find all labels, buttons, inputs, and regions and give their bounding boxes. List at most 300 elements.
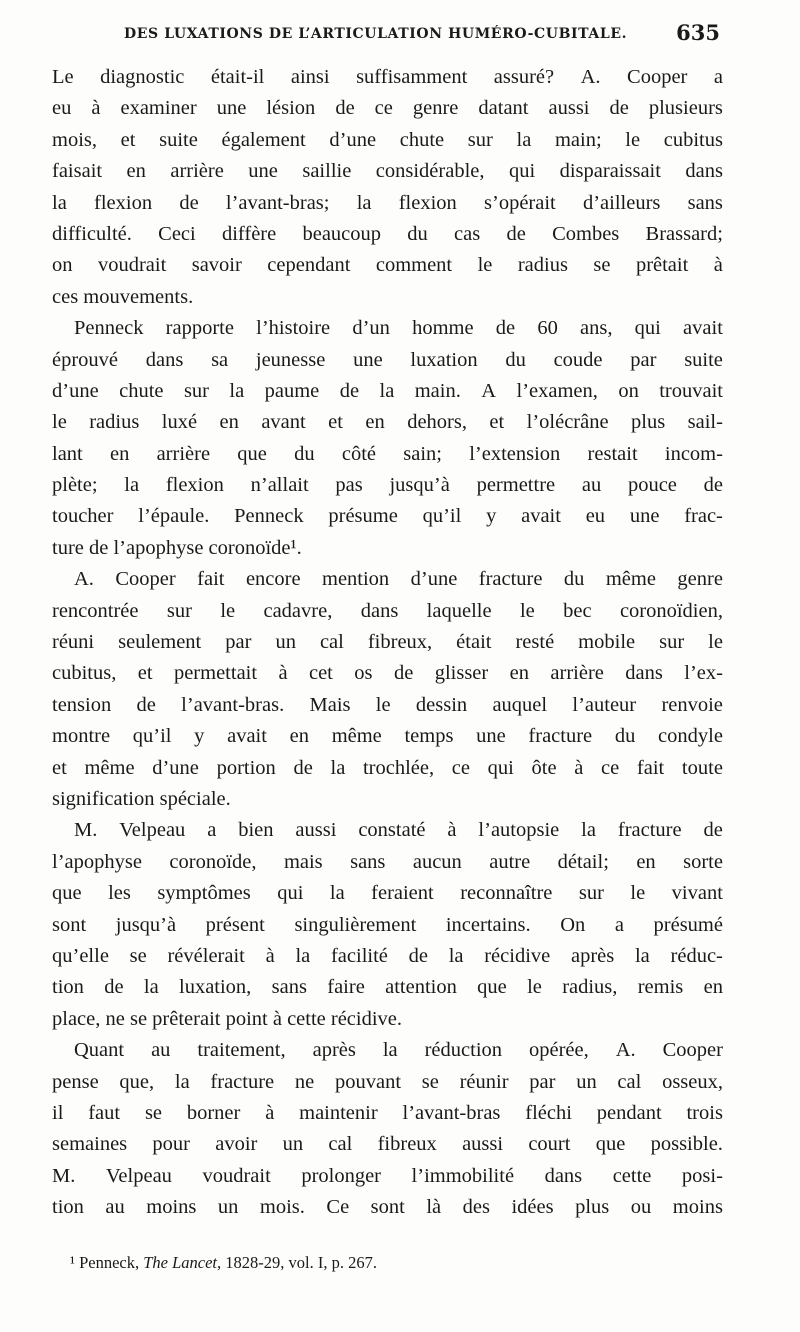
word: voudrait	[202, 1164, 271, 1187]
word: toucher	[52, 505, 114, 528]
word: présume	[328, 505, 398, 528]
text-line	[52, 847, 723, 878]
word: présent	[205, 913, 265, 936]
word: rencontrée	[52, 599, 139, 622]
word: Cooper	[627, 66, 688, 88]
word: de	[393, 662, 414, 685]
word: remis	[637, 976, 684, 999]
word: Penneck	[234, 505, 304, 528]
word: trois	[686, 1101, 723, 1124]
word: fracture	[210, 1070, 275, 1093]
word: sur	[578, 882, 604, 905]
running-head	[124, 18, 720, 50]
word: dans	[625, 662, 663, 685]
word: fibreux	[377, 1133, 437, 1156]
word: sans	[350, 850, 386, 873]
word: présumé	[653, 913, 723, 936]
word: que	[52, 882, 82, 905]
word: luxation,	[179, 976, 252, 999]
word: par	[225, 631, 252, 654]
text-line	[52, 345, 723, 376]
word: prêtait	[635, 254, 689, 277]
text-line	[52, 753, 723, 784]
word: a	[207, 819, 217, 842]
word: du	[294, 442, 315, 465]
word: semaines	[52, 1133, 128, 1156]
word: flexion	[165, 474, 224, 497]
word: Mais	[309, 693, 351, 716]
word: cette	[612, 1164, 652, 1187]
footnote-author: Penneck,	[79, 1253, 140, 1272]
word: a	[713, 66, 723, 88]
word: chute	[399, 128, 445, 151]
word: main;	[554, 128, 602, 151]
word: 60	[537, 317, 558, 340]
word: sail-	[687, 411, 723, 434]
text-line	[52, 972, 723, 1003]
word: aussi	[295, 819, 337, 842]
text-line	[52, 1161, 723, 1192]
word: une	[216, 97, 247, 120]
body-text	[52, 62, 723, 1223]
word: singulièrement	[294, 913, 417, 936]
word: coronoïdien,	[619, 599, 723, 622]
word: cet	[308, 662, 333, 685]
word: la	[329, 882, 345, 905]
word: Ce	[326, 1196, 350, 1219]
word: luxé	[161, 411, 198, 434]
text-line	[52, 439, 723, 470]
word: difficulté.	[52, 222, 132, 245]
word: reconnaître	[460, 882, 553, 905]
word: chute	[119, 379, 164, 402]
word: sur	[166, 599, 192, 622]
text-line	[52, 470, 723, 501]
word: avoir	[215, 1133, 258, 1156]
word: jusqu’à	[389, 474, 450, 497]
word: au	[151, 1039, 171, 1062]
word: que	[477, 976, 507, 999]
word: sont	[370, 1196, 405, 1219]
word: qu’elle	[52, 944, 109, 967]
word: M.	[52, 1164, 76, 1187]
word: de	[609, 97, 629, 120]
word: ainsi	[290, 66, 330, 88]
word: cal	[617, 1070, 642, 1093]
word: M.	[74, 819, 98, 842]
word: il	[52, 1101, 64, 1124]
text-line: ture de l’apophyse coronoïde¹.	[52, 536, 302, 559]
word: fait	[636, 756, 665, 779]
word: du	[407, 222, 428, 245]
word: bec	[563, 599, 592, 622]
word: coude	[553, 348, 603, 371]
word: sur	[467, 128, 493, 151]
word: dehors,	[407, 411, 467, 434]
text-line	[52, 1067, 723, 1098]
word: sont	[52, 913, 87, 936]
word: sans	[271, 976, 307, 999]
text-line	[52, 1035, 723, 1066]
word: en	[636, 850, 656, 873]
word: après	[312, 1039, 356, 1062]
word: frac-	[684, 505, 723, 528]
word: eu	[585, 505, 606, 528]
text-line	[52, 878, 723, 909]
word: ans,	[580, 317, 613, 340]
word: se	[421, 1070, 439, 1093]
word: dans	[544, 1164, 583, 1187]
word: incertains.	[445, 913, 531, 936]
word: fléchi	[525, 1101, 572, 1124]
word: la	[295, 944, 311, 967]
word: le	[375, 693, 391, 716]
word: qu’il	[132, 725, 172, 748]
word: genre	[412, 97, 459, 120]
word: radius	[517, 254, 568, 277]
word: seulement	[118, 631, 202, 654]
word: homme	[412, 317, 474, 340]
word: suite	[684, 348, 723, 371]
word: et	[328, 411, 343, 434]
word: que	[237, 442, 267, 465]
word: à	[278, 662, 288, 685]
word: cependant	[267, 254, 351, 277]
word: d’ailleurs	[582, 191, 661, 214]
word: moins	[146, 1196, 197, 1219]
word: là	[426, 1196, 442, 1219]
word: de	[179, 191, 199, 214]
word: la	[124, 474, 140, 497]
word: de	[136, 693, 156, 716]
word: cas	[454, 222, 481, 245]
word: ce	[374, 97, 393, 120]
text-line	[52, 1192, 723, 1223]
word: Penneck	[74, 317, 144, 340]
word: l’ex-	[684, 662, 723, 685]
word: ou	[630, 1196, 652, 1219]
word: pouvant	[334, 1070, 402, 1093]
word: qui	[634, 317, 661, 340]
text-line	[52, 658, 723, 689]
text-line	[52, 910, 723, 941]
word: incom-	[664, 442, 723, 465]
word: mois,	[52, 128, 97, 151]
word: comment	[375, 254, 453, 277]
word: paume	[264, 379, 320, 402]
word: cadavre,	[263, 599, 333, 622]
word: faire	[327, 976, 365, 999]
word: au	[581, 474, 602, 497]
text-line	[52, 125, 723, 156]
word: réunir	[459, 1070, 509, 1093]
word: le	[630, 882, 646, 905]
word: l’histoire	[256, 317, 331, 340]
word: suffisamment	[356, 66, 468, 88]
word: l’extension	[469, 442, 561, 465]
word: montre	[52, 725, 111, 748]
word: à	[447, 819, 457, 842]
word: diagnostic	[100, 66, 185, 88]
word: constaté	[358, 819, 426, 842]
word: en	[219, 411, 239, 434]
word: le	[477, 254, 493, 277]
word: le	[52, 411, 67, 434]
word: autre	[489, 850, 531, 873]
text-line: place, ne se prêterait point à cette récidive.	[52, 1007, 403, 1030]
word: considérable,	[375, 160, 485, 183]
footnote-details: 1828-29, vol. I, p. 267.	[225, 1253, 377, 1272]
word: idées	[511, 1196, 554, 1219]
word: le	[625, 128, 641, 151]
word: à	[574, 756, 584, 779]
word: Combes	[552, 222, 620, 245]
text-line	[52, 627, 723, 658]
word: réduc-	[670, 944, 723, 967]
text-line	[52, 250, 723, 281]
word: à	[91, 97, 101, 120]
word: ce	[451, 756, 470, 779]
footnote-title: The Lancet,	[143, 1253, 222, 1272]
word: la	[382, 1039, 398, 1062]
word: disparaissait	[559, 160, 661, 183]
word: d’une	[410, 568, 458, 591]
word: attention	[385, 976, 457, 999]
word: tion	[52, 1196, 84, 1219]
word: que	[595, 1133, 626, 1156]
word: se	[129, 944, 147, 967]
word: l’apophyse	[52, 850, 142, 873]
word: à	[713, 254, 723, 277]
word: à	[265, 944, 275, 967]
word: l’immobilité	[411, 1164, 515, 1187]
word: osseux,	[662, 1070, 723, 1093]
text-line	[52, 596, 723, 627]
word: après	[570, 944, 615, 967]
text-line	[52, 564, 723, 595]
word: dans	[360, 599, 399, 622]
word: la	[52, 191, 67, 214]
word: bien	[238, 819, 274, 842]
word: d’une	[329, 128, 377, 151]
word: tion	[52, 976, 84, 999]
word: avait	[521, 505, 561, 528]
word: révélerait	[167, 944, 245, 967]
word: de	[495, 317, 516, 340]
word: sa	[211, 348, 229, 371]
word: A.	[580, 66, 601, 88]
word: fait	[197, 568, 225, 591]
word: posi-	[681, 1164, 723, 1187]
word: même	[84, 756, 135, 779]
text-line	[52, 93, 723, 124]
word: luxation	[410, 348, 478, 371]
word: eu	[52, 97, 72, 120]
text-line	[52, 815, 723, 846]
word: le	[708, 631, 723, 654]
word: également	[221, 128, 306, 151]
word: borner	[186, 1101, 241, 1124]
word: condyle	[658, 725, 723, 748]
word: un	[217, 1196, 239, 1219]
word: os	[354, 662, 373, 685]
word: dans	[145, 348, 184, 371]
word: sur	[183, 379, 209, 402]
word: la	[174, 1070, 190, 1093]
word: n’allait	[250, 474, 309, 497]
word: traitement,	[197, 1039, 286, 1062]
word: en	[126, 160, 146, 183]
word: permettre	[476, 474, 556, 497]
word: rapporte	[165, 317, 234, 340]
word: en	[289, 725, 309, 748]
word: la	[229, 379, 245, 402]
word: restait	[587, 442, 638, 465]
word: Cooper	[662, 1039, 723, 1062]
word: du	[614, 725, 636, 748]
word: pas	[335, 474, 363, 497]
word: en	[109, 442, 130, 465]
word: fibreux,	[367, 631, 433, 654]
word: fracture	[478, 568, 543, 591]
word: Brassard;	[645, 222, 723, 245]
word: cal	[328, 1133, 353, 1156]
word: encore	[245, 568, 301, 591]
word: qu’il	[422, 505, 462, 528]
word: symptômes	[157, 882, 251, 905]
word: la	[581, 819, 596, 842]
word: fracture	[528, 725, 593, 748]
word: la	[516, 128, 532, 151]
word: par	[529, 1070, 556, 1093]
footnote	[70, 1253, 377, 1273]
word: les	[108, 882, 131, 905]
word: aussi	[462, 1133, 504, 1156]
word: laquelle	[426, 599, 492, 622]
word: la	[356, 191, 372, 214]
text-line	[52, 721, 723, 752]
text-line: ces mouvements.	[52, 285, 194, 308]
word: mention	[322, 568, 390, 591]
word: mobile	[578, 631, 636, 654]
word: faut	[88, 1101, 121, 1124]
word: une	[248, 160, 278, 183]
word: datant	[478, 97, 529, 120]
word: savoir	[191, 254, 242, 277]
word: A	[481, 379, 497, 402]
word: le	[220, 599, 236, 622]
word: voudrait	[97, 254, 167, 277]
word: temps	[404, 725, 454, 748]
word: même	[331, 725, 382, 748]
word: arrière	[156, 442, 211, 465]
text-line	[52, 941, 723, 972]
word: tension	[52, 693, 112, 716]
word: de	[339, 379, 360, 402]
word: on	[618, 379, 639, 402]
text-line	[52, 1129, 723, 1160]
word: était-il	[210, 66, 265, 88]
word: avait	[227, 725, 267, 748]
word: réduction	[424, 1039, 503, 1062]
word: se	[593, 254, 611, 277]
word: et	[137, 662, 153, 685]
word: la	[448, 944, 464, 967]
word: pouce	[627, 474, 677, 497]
word: permettait	[173, 662, 258, 685]
word: de	[408, 944, 428, 967]
word: le	[527, 976, 542, 999]
word: radius,	[562, 976, 618, 999]
word: jeunesse	[255, 348, 326, 371]
text-line	[52, 407, 723, 438]
word: avait	[683, 317, 723, 340]
word: A.	[615, 1039, 636, 1062]
word: feraient	[371, 882, 434, 905]
word: un	[275, 631, 296, 654]
word: On	[560, 913, 586, 936]
text-line	[52, 188, 723, 219]
word: trouvait	[659, 379, 723, 402]
word: cubitus,	[52, 662, 117, 685]
word: toute	[681, 756, 723, 779]
word: on	[52, 254, 73, 277]
word: au	[105, 1196, 125, 1219]
word: la	[143, 976, 159, 999]
word: Cooper	[115, 568, 176, 591]
word: plète;	[52, 474, 98, 497]
word: qui	[277, 882, 304, 905]
word: examiner	[120, 97, 197, 120]
word: l’avant-bras	[402, 1101, 501, 1124]
word: plus	[631, 411, 666, 434]
word: genre	[677, 568, 723, 591]
word: Velpeau	[105, 1164, 172, 1187]
word: facilité	[330, 944, 388, 967]
word: flexion	[398, 191, 457, 214]
word: jusqu’à	[115, 913, 177, 936]
word: de	[335, 97, 355, 120]
word: avant	[261, 411, 306, 434]
word: resté	[515, 631, 555, 654]
word: une	[353, 348, 383, 371]
text-line: signification spéciale.	[52, 787, 231, 810]
word: de	[506, 222, 526, 245]
word: glisser	[434, 662, 489, 685]
word: trochlée,	[362, 756, 435, 779]
word: par	[630, 348, 657, 371]
word: une	[476, 725, 506, 748]
word: d’une	[152, 756, 199, 779]
word: le	[519, 599, 535, 622]
word: coronoïde,	[169, 850, 257, 873]
text-line	[52, 156, 723, 187]
word: arrière	[170, 160, 224, 183]
word: opérée,	[529, 1039, 589, 1062]
page-number: 635	[676, 20, 720, 45]
word: lésion	[266, 97, 316, 120]
word: en	[365, 411, 385, 434]
word: l’examen,	[516, 379, 598, 402]
word: de	[703, 819, 723, 842]
word: Le	[52, 66, 74, 88]
word: la	[634, 944, 650, 967]
word: récidive	[484, 944, 551, 967]
word: renvoie	[661, 693, 723, 716]
word: arrière	[550, 662, 604, 685]
word: radius	[89, 411, 140, 434]
word: d’une	[52, 379, 99, 402]
